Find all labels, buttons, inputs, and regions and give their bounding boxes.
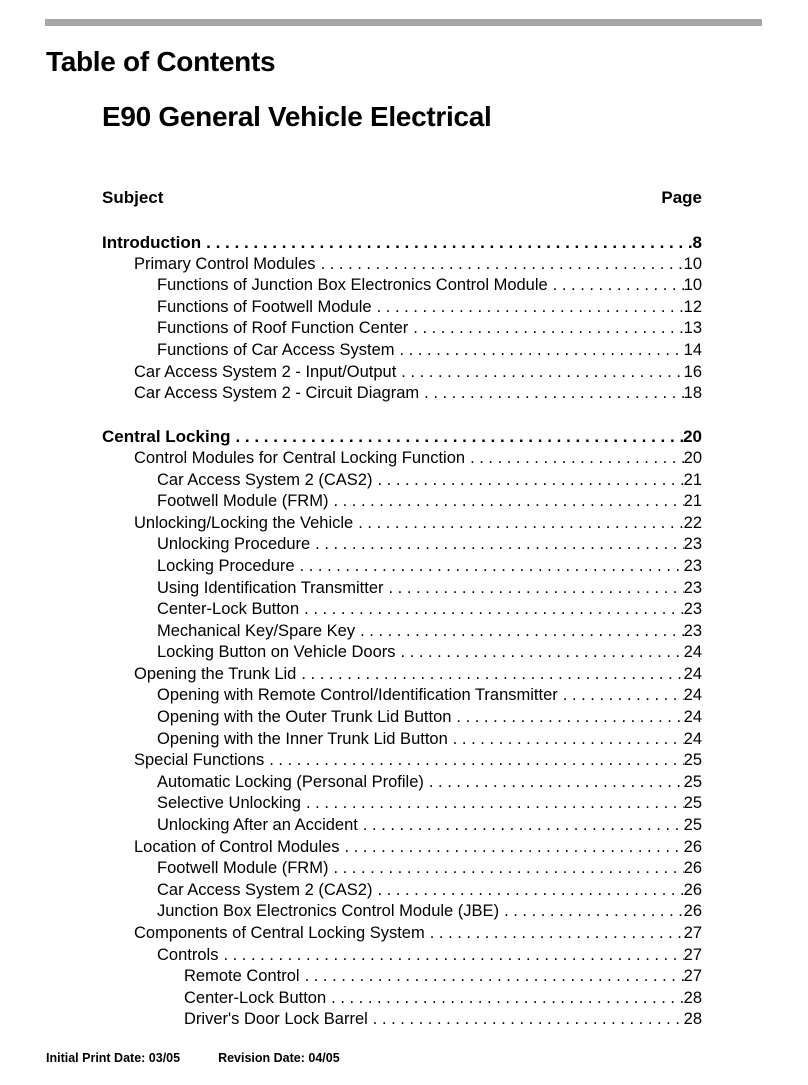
toc-entry-title: Center-Lock Button	[184, 988, 327, 1007]
toc-entry[interactable]	[102, 448, 702, 470]
toc-entry[interactable]	[102, 513, 702, 535]
toc-entry[interactable]	[102, 534, 702, 556]
toc-entry[interactable]	[102, 642, 702, 664]
footer	[46, 1051, 340, 1065]
toc-entry-title: Unlocking Procedure	[157, 535, 311, 554]
toc-entry-title: Selective Unlocking	[157, 794, 301, 813]
toc-entry-page: 8	[692, 233, 702, 252]
toc-entry-title: Opening with Remote Control/Identification Transmitter	[157, 686, 558, 705]
toc-entry-title: Locking Procedure	[157, 556, 295, 575]
dot-leader	[301, 664, 683, 686]
dot-leader	[373, 1009, 684, 1031]
dot-leader	[470, 448, 684, 470]
toc-entry-title: Primary Control Modules	[134, 254, 316, 273]
dot-leader	[389, 578, 684, 600]
toc-entry-title: Location of Control Modules	[134, 837, 340, 856]
toc-entry[interactable]	[102, 470, 702, 492]
toc-entry-title: Components of Central Locking System	[134, 924, 425, 942]
toc-entry-page: 27	[683, 967, 702, 986]
dot-leader	[377, 470, 683, 492]
dot-leader	[206, 232, 692, 254]
toc-entry[interactable]	[102, 772, 702, 794]
dot-leader	[223, 945, 683, 967]
dot-leader	[430, 923, 684, 945]
dot-leader	[344, 837, 683, 859]
dot-leader	[563, 685, 684, 707]
toc-entry[interactable]	[102, 297, 702, 319]
toc-entry-page: 25	[683, 816, 702, 835]
page-column-header: Page	[661, 188, 702, 207]
revision-date: Revision Date: 04/05	[218, 1051, 340, 1065]
dot-leader	[363, 815, 684, 837]
toc-entry-title: Remote Control	[184, 967, 300, 986]
dot-leader	[315, 534, 683, 556]
toc-entry-title: Central Locking	[102, 427, 231, 447]
toc-entry-title: Car Access System 2 (CAS2)	[157, 470, 373, 489]
dot-leader	[400, 340, 684, 362]
toc-entry[interactable]	[102, 750, 702, 772]
toc-entry-title: Controls	[157, 945, 219, 964]
toc-entry-page: 12	[683, 297, 702, 316]
toc-entry-title: Locking Button on Vehicle Doors	[157, 643, 396, 662]
dot-leader	[377, 880, 683, 902]
toc-entry[interactable]	[102, 491, 702, 513]
toc-entry-title: Mechanical Key/Spare Key	[157, 621, 356, 640]
toc-entry-page: 23	[683, 600, 702, 619]
toc-entry-page: 14	[683, 340, 702, 359]
toc-entry-page: 24	[683, 708, 702, 727]
toc-entry-title: Using Identification Transmitter	[157, 578, 384, 597]
toc-entry-title: Car Access System 2 (CAS2)	[157, 880, 373, 899]
toc-entry[interactable]	[102, 880, 702, 902]
toc-entry[interactable]	[102, 578, 702, 600]
toc-entry-page: 25	[683, 751, 702, 770]
dot-leader	[333, 858, 683, 880]
dot-leader	[424, 383, 683, 405]
dot-leader	[360, 621, 684, 643]
toc-entry-title: Footwell Module (FRM)	[157, 859, 329, 878]
dot-leader	[321, 254, 684, 276]
toc-entry[interactable]	[102, 923, 702, 945]
toc-entry-title: Unlocking/Locking the Vehicle	[134, 513, 354, 532]
dot-leader	[413, 318, 683, 340]
toc-entry[interactable]	[102, 815, 702, 837]
toc-entry-title: Opening the Trunk Lid	[134, 664, 297, 683]
toc-section-entry[interactable]	[102, 426, 702, 448]
toc-entry-page: 25	[683, 772, 702, 791]
toc-entry[interactable]	[102, 362, 702, 384]
toc-entry-page: 16	[683, 362, 702, 381]
toc-entry-page: 23	[683, 621, 702, 640]
document-title: E90 General Vehicle Electrical	[102, 101, 492, 132]
toc-entry-title: Automatic Locking (Personal Profile)	[157, 772, 424, 791]
dot-leader	[304, 599, 683, 621]
toc-entry-page: 26	[683, 902, 702, 921]
dot-leader	[306, 793, 684, 815]
toc-entry[interactable]	[102, 664, 702, 686]
dot-leader	[401, 362, 683, 384]
toc-entry-page: 10	[683, 254, 702, 273]
toc-entry-page: 21	[683, 470, 702, 489]
toc-entry-page: 20	[683, 448, 702, 467]
toc-entry-title: Unlocking After an Accident	[157, 816, 358, 835]
toc-entry-page: 24	[683, 686, 702, 705]
toc-entry[interactable]	[102, 685, 702, 707]
toc-entry-title: Opening with the Outer Trunk Lid Button	[157, 708, 452, 727]
toc-entry-title: Car Access System 2 - Circuit Diagram	[134, 384, 420, 403]
toc-section-entry[interactable]	[102, 232, 702, 254]
toc-entry-page: 22	[683, 513, 702, 532]
dot-leader	[331, 988, 683, 1010]
toc-entry[interactable]	[102, 966, 702, 988]
toc-entry-title: Opening with the Inner Trunk Lid Button	[157, 729, 448, 748]
toc-entry-page: 28	[683, 1010, 702, 1029]
toc-title: Table of Contents	[46, 46, 276, 77]
toc-entry[interactable]	[102, 945, 702, 967]
toc-entry-page: 26	[683, 837, 702, 856]
toc-entry-title: Special Functions	[134, 751, 265, 770]
toc-entry-page: 18	[683, 384, 702, 403]
toc-entry-page: 23	[683, 556, 702, 575]
toc-entry-page: 27	[683, 924, 702, 942]
toc-entry-page: 23	[683, 535, 702, 554]
toc-entry[interactable]	[102, 988, 702, 1010]
toc-list	[102, 232, 702, 1031]
toc-entry[interactable]	[102, 729, 702, 751]
toc-entry-page: 25	[683, 794, 702, 813]
dot-leader	[358, 513, 683, 535]
top-rule	[45, 19, 762, 26]
toc-entry[interactable]	[102, 599, 702, 621]
toc-entry-title: Functions of Roof Function Center	[157, 319, 409, 338]
toc-entry[interactable]	[102, 858, 702, 880]
toc-entry-page: 24	[683, 643, 702, 662]
dot-leader	[300, 556, 684, 578]
toc-entry-page: 26	[683, 880, 702, 899]
toc-entry[interactable]	[102, 383, 702, 405]
toc-entry-page: 13	[683, 319, 702, 338]
dot-leader	[401, 642, 684, 664]
toc-entry[interactable]	[102, 275, 702, 297]
toc-entry-title: Center-Lock Button	[157, 600, 300, 619]
dot-leader	[553, 275, 684, 297]
dot-leader	[453, 729, 684, 751]
toc-entry-page: 28	[683, 988, 702, 1007]
toc-entry-title: Car Access System 2 - Input/Output	[134, 362, 397, 381]
toc-entry[interactable]	[102, 254, 702, 276]
toc-entry-title: Functions of Footwell Module	[157, 297, 372, 316]
subject-column-header: Subject	[102, 188, 164, 207]
toc-entry[interactable]	[102, 901, 702, 923]
toc-entry-page: 26	[683, 859, 702, 878]
toc-entry[interactable]	[102, 793, 702, 815]
toc-entry-page: 27	[683, 945, 702, 964]
initial-print-date: Initial Print Date: 03/05	[46, 1051, 181, 1065]
dot-leader	[269, 750, 683, 772]
toc-entry-page: 10	[683, 276, 702, 295]
toc-entry[interactable]	[102, 556, 702, 578]
dot-leader	[429, 772, 684, 794]
toc-entry[interactable]	[102, 707, 702, 729]
toc-entry-title: Control Modules for Central Locking Function	[134, 448, 466, 467]
toc-entry-title: Footwell Module (FRM)	[157, 492, 329, 511]
dot-leader	[456, 707, 683, 729]
toc-entry-page: 24	[683, 729, 702, 748]
toc-entry[interactable]	[102, 1009, 702, 1031]
toc-entry-title: Driver's Door Lock Barrel	[184, 1010, 368, 1029]
dot-leader	[377, 297, 684, 319]
toc-entry[interactable]	[102, 340, 702, 362]
toc-entry-title: Functions of Car Access System	[157, 340, 395, 359]
toc-entry-page: 24	[683, 664, 702, 683]
dot-leader	[305, 966, 684, 988]
dot-leader	[235, 426, 683, 448]
toc-entry-title: Junction Box Electronics Control Module (JBE)	[157, 902, 500, 921]
toc-entry-title: Functions of Junction Box Electronics Control Module	[157, 276, 548, 295]
toc-entry[interactable]	[102, 318, 702, 340]
dot-leader	[333, 491, 683, 513]
toc-entry[interactable]	[102, 837, 702, 859]
toc-entry[interactable]	[102, 621, 702, 643]
toc-entry-page: 20	[683, 427, 702, 447]
dot-leader	[504, 901, 684, 923]
toc-entry-title: Introduction	[102, 233, 202, 252]
toc-entry-page: 23	[683, 578, 702, 597]
toc-entry-page: 21	[683, 492, 702, 511]
